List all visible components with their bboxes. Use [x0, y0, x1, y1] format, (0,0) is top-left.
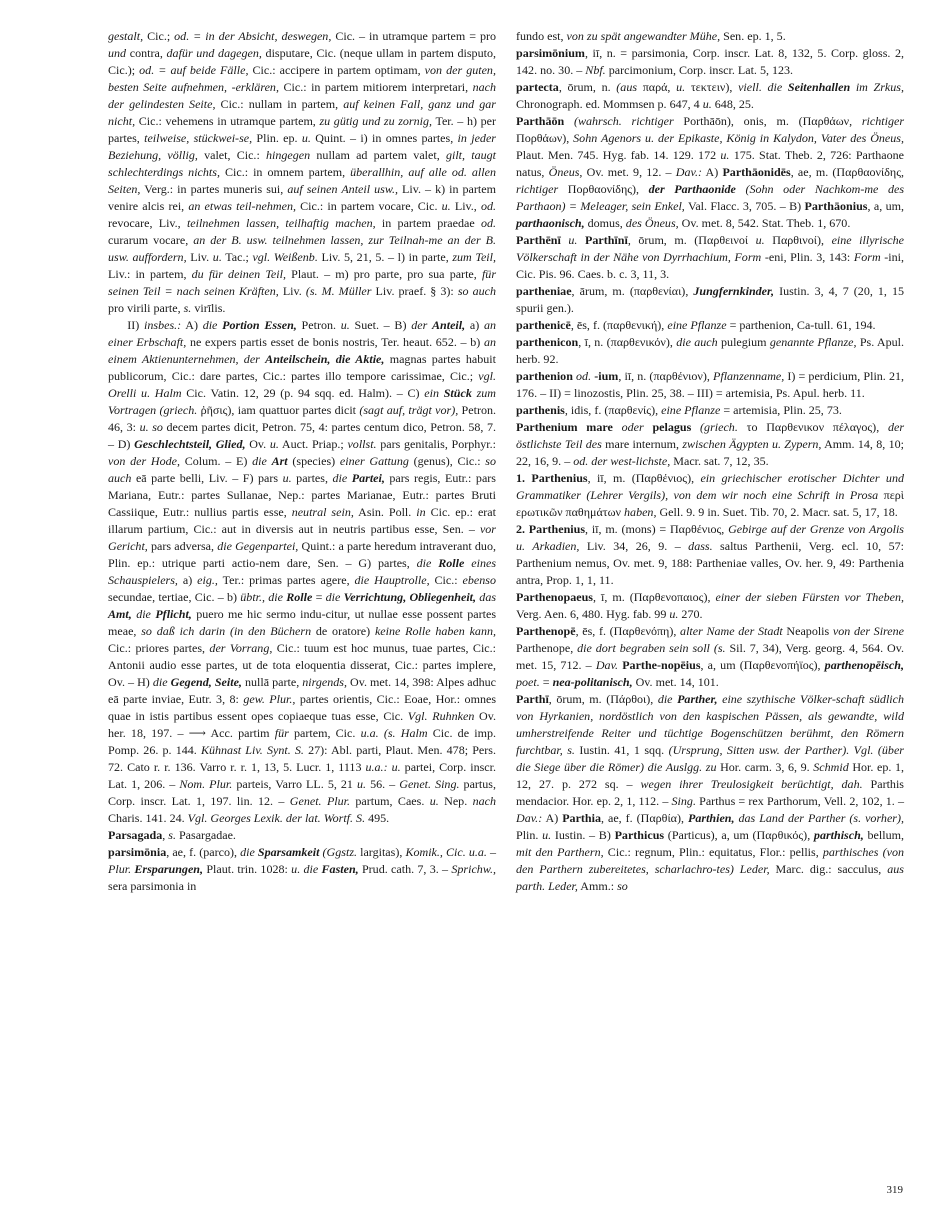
dictionary-entry: partheniae, ārum, m. (παρθενίαι), Jungfernkinder, Iustin. 3, 4, 7 (20, 1, 15 spurii gen.). — [516, 284, 905, 315]
dictionary-entry: 2. Parthenius, iī, m. (mons) = Παρθένιος, Gebirge auf der Grenze von Argolis u. Arkadien, Liv. 34, 26, 9. – dass. saltus Parthenii, Verg. ecl. 10, 57: Parthenium nemus, Ov. met. 9, 188: Partheniae valles, Ov. her. 9, 49: Parthenia antra, Prop. 1, 1, 11. — [516, 522, 904, 587]
dictionary-entry: parsimōnia, ae, f. (parco), die Sparsamkeit (Ggstz. largitas), Komik., Cic. u.a. – Plur. Ersparungen, Plaut. trin. 1028: u. die Fasten, Prud. cath. 7, 3. – Sprichw., sera parsimonia in — [108, 845, 496, 893]
dictionary-entry: parthenicon, ī, n. (παρθενικόν), die auch pulegium genannte Pflanze, Ps. Apul. herb. 92. — [516, 335, 904, 366]
dictionary-entry: gestalt, Cic.; od. = in der Absicht, deswegen, Cic. – in utramque partem = pro und contra, dafür und dagegen, disputare, Cic. (neque ullam in partem disputo, Cic.); od. = auf beide Fälle, Cic.: accipere in partem optimam, von der guten, besten Seite aufnehmen, -erklären, Cic.: in partem mitiorem interpretari, nach der gelindesten Seite, Cic.: nullam in partem, auf keinen Fall, ganz und gar nicht, Cic.: vehemens in utramque partem, zu gütig und zu zornig, Ter. – h) per partes, teilweise, stückwei-se, Plin. ep. u. Quint. – i) in omnes partes, in jeder Beziehung, völlig, valet, Cic.: hingegen nullam ad partem valet, gilt, taugt schlechterdings nichts, Cic.: in omnem partem, überallhin, auf alle od. allen Seiten, Verg.: in partes muneris sui, auf seinen Anteil usw., Liv. – k) in partem venire alcis rei, an etwas teil-nehmen, Cic.: in partem vocare, Cic. u. Liv., od. revocare, Liv., teilnehmen lassen, teilhaftig machen, in partem praedae od. curarum vocare, an der B. usw. teilnehmen lassen, zur Teilnah-me an der B. usw. auffordern, Liv. u. Tac.; vgl. Weißenb. Liv. 5, 21, 5. – l) in parte, zum Teil, Liv.: in partem, du für deinen Teil, Plaut. – m) pro parte, pro sua parte, für seinen Teil = nach seinen Kräften, Liv. (s. M. Müller Liv. praef. § 3): so auch pro virili parte, s. virīlis. — [108, 29, 497, 315]
dictionary-entry: partecta, ōrum, n. (aus παρά, u. τεκτειν), viell. die Seitenhallen im Zrkus, Chronograph. ed. Mommsen p. 647, 4 u. 648, 25. — [516, 80, 904, 111]
page-number: 319 — [886, 1184, 903, 1196]
right-column — [516, 28, 904, 895]
dictionary-entry: II) insbes.: A) die Portion Essen, Petron. u. Suet. – B) der Anteil, a) an einer Erbschaft, ne expers partis esset de bonis nostris, Ter. heaut. 652. – b) an einem Aktienunternehmen, der Anteilschein, die Aktie, magnas partes habuit publicorum, Cic.: dare partes, Cic.: partes illo tempore carissimae, Cic.; vgl. Orelli u. Halm Cic. Vatin. 12, 29 (p. 94 sqq. ed. Halm). – C) ein Stück zum Vortragen (griech. ῥῆσις), iam quattuor partes dicit (sagt auf, trägt vor), Petron. 46, 3: u. so decem partes dicit, Petron. 75, 4: partes centum dico, Petron. 58, 7. – D) Geschlechtsteil, Glied, Ov. u. Auct. Priap.; vollst. pars genitalis, Porphyr.: von der Hode, Colum. – E) die Art (species) einer Gattung (genus), Cic.: so auch eā parte belli, Liv. – F) pars u. partes, die Partei, pars regis, Eutr.: pars Mariana, Eutr.: partes Sullanae, Nep.: partes Marianae, Eutr.: partes Bruti Cassiique, Eutr.: nullius partis esse, neutral sein, Asin. Poll. in Cic. ep.: erat illarum partium, Cic.: aut in diversis aut in neutris partibus esse, Sen. – vor Gericht, pars adversa, die Gegenpartei, Quint.: a parte heredum intraverant duo, Plin. ep.: utrique parti actio-nem dare, Sen. – G) partes, die Rolle eines Schauspielers, a) eig., Ter.: primas partes agere, die Hauptrolle, Cic.: ebenso secundae, tertiae, Cic. – b) übtr., die Rolle = die Verrichtung, Obliegenheit, das Amt, die Pflicht, puero me hic sermo indu-citur, ut nullae esse possent partes meae, so daß ich darin (in den Büchern de oratore) keine Rolle haben kann, Cic.: priores partes, der Vorrang, Cic.: tuum est hoc munus, tuae partes, Cic.: Antonii audio esse partes, ut de tota eloquentia disserat, Cic.: partes implere, Ov. – H) die Gegend, Seite, nullā parte, nirgends, Ov. met. 14, 398: Alpes adhuc eā parte inviae, Eutr. 3, 8: gew. Plur., partes orientis, Cic.: Eoae, Hor.: omnes quae in istis partibus essent opes copiaeque tuas esse, Cic. Vgl. Ruhnken Ov. her. 18, 197. – ⟶ Acc. partim für partem, Cic. u.a. (s. Halm Cic. de imp. Pomp. 26. p. 144. Kühnast Liv. Synt. S. 27): Abl. parti, Plaut. Men. 478; Pers. 72. Cato r. r. 136. Varro r. r. 1, 13, 5. Lucr. 1, 1113 u.a.: u. partei, Corp. inscr. Lat. 1, 206. – Nom. Plur. parteis, Varro LL. 5, 21 u. 56. – Genet. Sing. partus, Corp. inscr. Lat. 1, 197. lin. 12. – Genet. Plur. partum, Caes. u. Nep. nach Charis. 141. 24. Vgl. Georges Lexik. der lat. Wortf. S. 495. — [108, 318, 497, 825]
dictionary-entry: parthenion od. -ium, iī, n. (παρθένιον), Pflanzenname, I) = perdicium, Plin. 21, 176. – II) = linozostis, Plin. 25, 38. – III) = artemisia, Ps. Apul. herb. 11. — [516, 369, 904, 400]
dictionary-entry: Parthāōn (wahrsch. richtiger Porthāōn), onis, m. (Παρθάων, richtiger Πορθάων), Sohn Agenors u. der Epikaste, König in Kalydon, Vater des Öneus, Plaut. Men. 745. Hyg. fab. 14. 129. 172 u. 175. Stat. Theb. 2, 726: Parthaone natus, Öneus, Ov. met. 9, 12. – Dav.: A) Parthāonidēs, ae, m. (Παρθαονίδης, richtiger Πορθαονίδης), der Parthaonide (Sohn oder Nachkom-me des Parthaon) = Meleager, sein Enkel, Val. Flacc. 3, 705. – B) Parthāonius, a, um, parthaonisch, domus, des Öneus, Ov. met. 8, 542. Stat. Theb. 1, 670. — [516, 114, 905, 230]
dictionary-entry: fundo est, von zu spät angewandter Mühe, Sen. ep. 1, 5. — [516, 29, 786, 43]
dictionary-entry: parthenis, idis, f. (παρθενίς), eine Pflanze = artemisia, Plin. 25, 73. — [516, 403, 842, 417]
dictionary-entry: Parsagada, s. Pasargadae. — [108, 828, 236, 842]
dictionary-entry: Parthenopaeus, ī, m. (Παρθενοπαιος), einer der sieben Fürsten vor Theben, Verg. Aen. 6, 480. Hyg. fab. 99 u. 270. — [516, 590, 904, 621]
dictionary-entry: Parthī, ōrum, m. (Πάρθοι), die Parther, eine szythische Völker-schaft südlich von Hyrkanien, nordöstlich von den kaspischen Pässen, als gewandte, wild umherstreifende Reiter und tüchtige Bogenschützen berühmt, den Römern furchtbar, s. Iustin. 41, 1 sqq. (Ursprung, Sitten usw. der Parther). Vgl. (über die Siege über die Römer) die Auslgg. zu Hor. carm. 3, 6, 9. Schmid Hor. ep. 1, 12, 27. p. 272 sq. – wegen ihrer Treulosigkeit berüchtigt, dah. Parthis mendacior. Hor. ep. 2, 1, 112. – Sing. Parthus = rex Parthorum, Vell. 2, 102, 1. – Dav.: A) Parthia, ae, f. (Παρθία), Parthien, das Land der Parther (s. vorher), Plin. u. Iustin. – B) Parthicus (Particus), a, um (Παρθικός), parthisch, bellum, mit den Parthern, Cic.: regnum, Plin.: equitatus, Flor.: pellis, parthisches (von den Parthern zubereitetes, scharlachro-tes) Leder, Marc. dig.: sacculus, aus parth. Leder, Amm.: so — [516, 692, 905, 893]
dictionary-entry: parsimōnium, iī, n. = parsimonia, Corp. inscr. Lat. 8, 132, 5. Corp. gloss. 2, 142. no. 30. – Nbf. parcimonium, Corp. inscr. Lat. 5, 123. — [516, 46, 904, 77]
dictionary-entry: parthenicē, ēs, f. (παρθενική), eine Pflanze = parthenion, Ca-tull. 61, 194. — [516, 318, 876, 332]
left-column — [108, 28, 496, 895]
dictionary-entry: Parthēnī u. Parthīnī, ōrum, m. (Παρθεινοί u. Παρθινοί), eine illyrische Völkerschaft in der Nähe von Dyrrhachium, Form -eni, Plin. 3, 143: Form -ini, Cic. Pis. 96. Caes. b. c. 3, 11, 3. — [516, 233, 904, 281]
dictionary-entry: 1. Parthenius, iī, m. (Παρθένιος), ein griechischer erotischer Dichter und Grammatiker (Lehrer Vergils), von dem wir noch eine Schrift in Prosa περὶ ερωτικῶν παθημάτων haben, Gell. 9. 9 in. Suet. Tib. 70, 2. Macr. sat. 5, 17, 18. — [516, 471, 905, 519]
dictionary-entry: Parthenopē, ēs, f. (Παρθενόπη), alter Name der Stadt Neapolis von der Sirene Parthenope, die dort begraben sein soll (s. Sil. 7, 34), Verg. georg. 4, 564. Ov. met. 15, 712. – Dav. Parthe-nopēius, a, um (Παρθενοπήϊος), parthenopēisch, poet. = nea-politanisch, Ov. met. 14, 101. — [516, 624, 904, 689]
dictionary-entry: Parthenium mare oder pelagus (griech. το Παρθενικον πέλαγος), der östlichste Teil des mare internum, zwischen Ägypten u. Zypern, Amm. 14, 8, 10; 22, 16, 9. – od. der west-lichste, Macr. sat. 7, 12, 35. — [516, 420, 905, 468]
